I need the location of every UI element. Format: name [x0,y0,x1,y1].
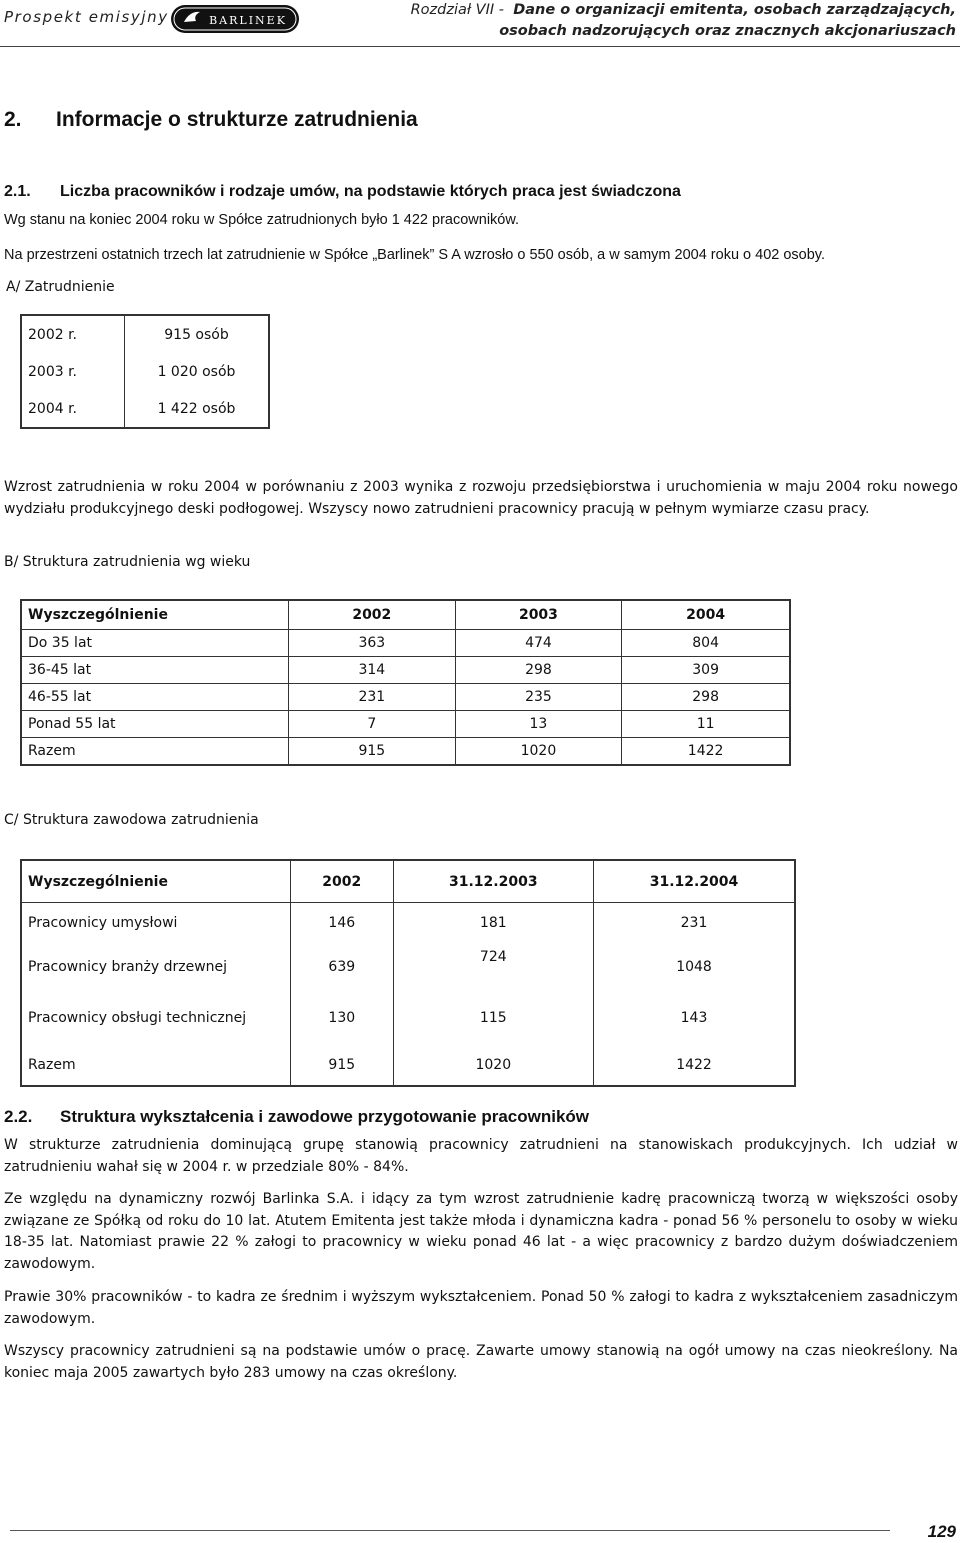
table-cell: 474 [455,630,622,657]
paragraph: Na przestrzeni ostatnich trzech lat zatrudnienie w Spółce „Barlinek” S A wzrosło o 550 osób, a w samym 2004 roku o 402 osoby. [4,247,826,263]
value-cell: 1 422 osób [157,400,236,417]
year-cell: 2004 r. [21,390,125,428]
table-cell: 11 [622,711,790,738]
column-header: 2002 [291,860,394,903]
table-row [21,991,795,1045]
table-cell: 231 [289,684,456,711]
table-row [21,657,790,684]
section-2-1-heading [4,183,681,201]
value-cell: 915 osób [164,326,229,343]
table-cell: 231 [594,903,795,944]
table-cell: 1020 [455,738,622,766]
table-cell: 115 [393,991,593,1045]
table-row [21,711,790,738]
section-c-label: C/ Struktura zawodowa zatrudnienia [4,812,259,828]
table-cell: 36-45 lat [21,657,289,684]
column-header: 2003 [455,600,622,630]
paragraph: W strukturze zatrudnienia dominującą grupę stanowią pracownicy zatrudnieni na stanowiskach produkcyjnych. Ich udział w zatrudnieniu wahał się w 2004 r. w przedziale 80% - 84%. [4,1137,958,1175]
value-cell: 1 020 osób [157,363,236,380]
table-row [21,353,269,390]
table-cell: 639 [291,943,394,991]
column-header: 31.12.2004 [594,860,795,903]
table-cell: 181 [393,903,593,944]
section-2-heading [4,108,418,132]
table-cell: Razem [21,738,289,766]
column-header: Wyszczególnienie [21,600,289,630]
section-title: Liczba pracowników i rodzaje umów, na podstawie których praca jest świadczona [60,183,681,200]
logo-text: BARLINEK [209,14,287,27]
section-2-2-heading [4,1107,589,1127]
header-right [411,0,956,42]
table-cell: 309 [622,657,790,684]
paragraph: Prawie 30% pracowników - to kadra ze średnim i wyższym wykształceniem. Ponad 50 % załogi to kadra z wykształceniem zasadniczym zawodowym. [4,1289,958,1327]
table-cell: 915 [289,738,456,766]
table-cell: Razem [21,1045,291,1086]
employment-table [20,314,270,429]
table-header-row [21,600,790,630]
table-cell: 46-55 lat [21,684,289,711]
table-cell: 1422 [594,1045,795,1086]
table-cell: 146 [291,903,394,944]
table-cell: 298 [455,657,622,684]
table-cell: 1422 [622,738,790,766]
table-cell: 1020 [393,1045,593,1086]
table-cell: 235 [455,684,622,711]
table-row [21,738,790,766]
table-row [21,943,795,991]
paragraph: Wzrost zatrudnienia w roku 2004 w porównaniu z 2003 wynika z rozwoju przedsiębiorstwa i uruchomienia w maju 2004 roku nowego wydziału produkcyjnego deski podłogowej. Wszyscy nowo zatrudnieni pracownicy pracują w pełnym wymiarze czasu pracy. [4,479,958,517]
table-cell: 804 [622,630,790,657]
page-number: 129 [927,1522,956,1541]
paragraph: Wg stanu na koniec 2004 roku w Spółce zatrudnionych było 1 422 pracowników. [4,212,520,228]
table-cell: 13 [455,711,622,738]
year-cell: 2002 r. [21,315,125,353]
header-chapter-title-line2: osobach nadzorujących oraz znacznych akcjonariuszach [499,23,956,39]
header-chapter: Rozdział VII - [410,2,504,18]
header-chapter-title: Dane o organizacji emitenta, osobach zarządzających, [513,2,956,18]
column-header: 31.12.2003 [393,860,593,903]
section-a-label: A/ Zatrudnienie [6,279,115,295]
column-header: 2004 [622,600,790,630]
table-cell: Pracownicy obsługi technicznej [21,991,291,1045]
table-row [21,684,790,711]
column-header: 2002 [289,600,456,630]
column-header: Wyszczególnienie [21,860,291,903]
section-title: Informacje o strukturze zatrudnienia [56,108,418,131]
footer-divider [10,1530,890,1531]
table-header-row [21,860,795,903]
section-number: 2.2. [4,1107,33,1126]
table-cell: 130 [291,991,394,1045]
table-cell: 915 [291,1045,394,1086]
table-cell: 298 [622,684,790,711]
barlinek-logo [170,2,300,36]
table-cell: 7 [289,711,456,738]
table-cell [393,943,593,991]
table-cell: 1048 [594,943,795,991]
section-number: 2. [4,108,22,131]
table-cell-value: 724 [479,949,507,965]
header-divider [0,46,960,47]
table-cell: 314 [289,657,456,684]
header-left-title: Prospekt emisyjny [4,8,169,26]
table-cell: 363 [289,630,456,657]
section-number: 2.1. [4,183,31,200]
age-structure-table [20,599,791,766]
table-cell: Do 35 lat [21,630,289,657]
table-row [21,903,795,944]
occupational-structure-table [20,859,796,1087]
table-row [21,1045,795,1086]
table-row [21,630,790,657]
table-cell: Pracownicy branży drzewnej [21,943,291,991]
table-row [21,315,269,353]
paragraph: Ze względu na dynamiczny rozwój Barlinka S.A. i idący za tym wzrost zatrudnienie kadrę pracowniczą tworzą w większości osoby związane ze Spółką od roku do 10 lat. Atutem Emitenta jest także młoda i dynamiczna kadra - ponad 56 % personelu to osoby w wieku 18-35 lat. Natomiast prawie 22 % załogi to pracownicy w wieku ponad 46 lat - a więc pracownicy z bardzo dużym doświadczeniem zawodowym. [4,1191,958,1272]
table-cell: Ponad 55 lat [21,711,289,738]
paragraph: Wszyscy pracownicy zatrudnieni są na podstawie umów o pracę. Zawarte umowy stanowią na ogół umowy na czas nieokreślony. Na koniec maja 2005 zawartych było 283 umowy na czas określony. [4,1343,958,1381]
table-cell: 143 [594,991,795,1045]
section-b-label: B/ Struktura zatrudnienia wg wieku [4,554,251,570]
section-title: Struktura wykształcenia i zawodowe przygotowanie pracowników [60,1107,590,1126]
table-row [21,390,269,428]
year-cell: 2003 r. [21,353,125,390]
table-cell: Pracownicy umysłowi [21,903,291,944]
